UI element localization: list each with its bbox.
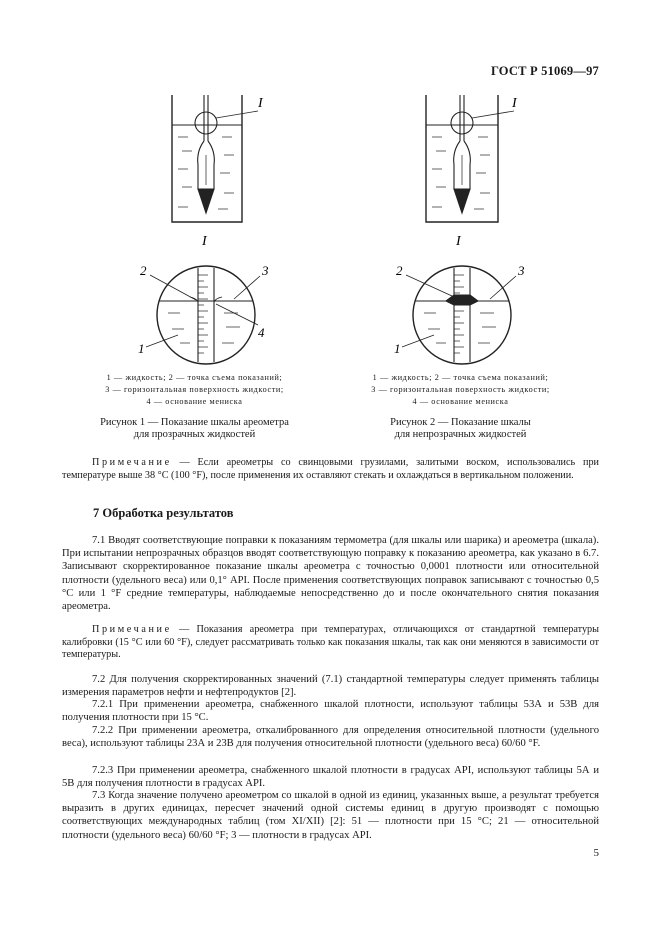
callout-3: 3	[518, 263, 525, 278]
paragraph-7-2-1: 7.2.1 При применении ареометра, снабженного шкалой плотности, используют таблицы 53А и 53В для получения плотности при 15 °С.	[62, 699, 599, 724]
legend-line: 4 — основание мениска	[146, 397, 243, 406]
page-number: 5	[593, 847, 599, 859]
paragraph-7-2-2: 7.2.2 При применении ареометра, откалиброванного для определения относительной плотности (удельного веса), используют таблицы 23А и 23В для получения относительной плотности (удельного веса) 60/60 °F.	[62, 725, 599, 750]
paragraph-7-1: 7.1 Вводят соответствующие поправки к показаниям термометра (для шкалы или шарика) и ареометра (шкала). При испытании непрозрачных образцов вводят соответствующую поправку к показанию ареометра, как указано в 6.7. Записывают скорректированное показание шкалы ареометра с точностью 0,0001 плотности или относительной плотности (удельного веса) или 0,1° API. После применения соответствующих поправок записывают с точностью 0,5 °С или 1 °F средние температуры, наблюдаемые непосредственно до и после окончательного снятия показания ареометра.	[62, 535, 599, 613]
figure-2-caption	[338, 417, 583, 441]
detail-marker-top: I	[258, 96, 263, 111]
caption-line: Рисунок 2 — Показание шкалы	[390, 417, 531, 428]
callout-3: 3	[262, 263, 269, 278]
callout-1: 1	[394, 341, 401, 356]
detail-marker-circle: I	[456, 234, 461, 249]
note-label: Примечание	[92, 624, 172, 635]
caption-line: для непрозрачных жидкостей	[394, 429, 527, 440]
legend-line: 1 — жидкость; 2 — точка съема показаний;	[372, 373, 549, 382]
callout-2: 2	[396, 263, 403, 278]
figure-1-legend	[72, 372, 317, 408]
figure-2-legend	[338, 372, 583, 408]
paragraph-7-2-3: 7.2.3 При применении ареометра, снабженного шкалой плотности в градусах API, используют таблицы 5А и 5В для получения плотности в градусах API.	[62, 765, 599, 790]
callout-2: 2	[140, 263, 147, 278]
note-1	[62, 457, 599, 482]
legend-line: 3 — горизонтальная поверхность жидкости;	[105, 385, 284, 394]
figure-2-diagram	[376, 85, 566, 370]
figure-1-caption	[72, 417, 317, 441]
legend-line: 1 — жидкость; 2 — точка съема показаний;	[106, 373, 283, 382]
detail-marker-top: I	[512, 96, 517, 111]
paragraph-7-2: 7.2 Для получения скорректированных значений (7.1) стандартной температуры следует применять таблицы измерения параметров нефти и нефтепродуктов [2].	[62, 674, 599, 699]
legend-line: 4 — основание мениска	[412, 397, 509, 406]
document-id: ГОСТ Р 51069—97	[490, 64, 599, 78]
legend-line: 3 — горизонтальная поверхность жидкости;	[371, 385, 550, 394]
note-text: — Если ареометры со свинцовыми грузилами, залитыми воском, использовались при температуре выше 38 °С (100 °F), после применения их оставляют стекать и охлаждаться в вертикальном положении.	[62, 457, 599, 481]
paragraph-7-3: 7.3 Когда значение получено ареометром со шкалой в одной из единиц, указанных выше, а результат требуется выразить в других единицах, пересчет значений одной системы единиц в другую производят с помощью соответствующих международных таблиц (том XI/XII) [2]: 51 — плотности при 15 °С; 21 — относительной плотности (удельного веса) 60/60 °F; 3 — плотности в градусах API.	[62, 790, 599, 841]
detail-marker-circle: I	[202, 234, 207, 249]
note-2	[62, 624, 599, 662]
caption-line: Рисунок 1 — Показание шкалы ареометра	[100, 417, 289, 428]
figure-1-diagram	[120, 85, 310, 370]
note-text: — Показания ареометра при температурах, отличающихся от стандартной температуры калибровки (15 °С или 60 °F), следует рассматривать только как показания шкалы, так как они меняются в зависимости от температуры.	[62, 624, 599, 661]
note-label: Примечание	[92, 457, 172, 468]
caption-line: для прозрачных жидкостей	[133, 429, 256, 440]
callout-1: 1	[138, 341, 145, 356]
section-title: 7 Обработка результатов	[93, 506, 234, 520]
callout-4: 4	[258, 325, 265, 340]
